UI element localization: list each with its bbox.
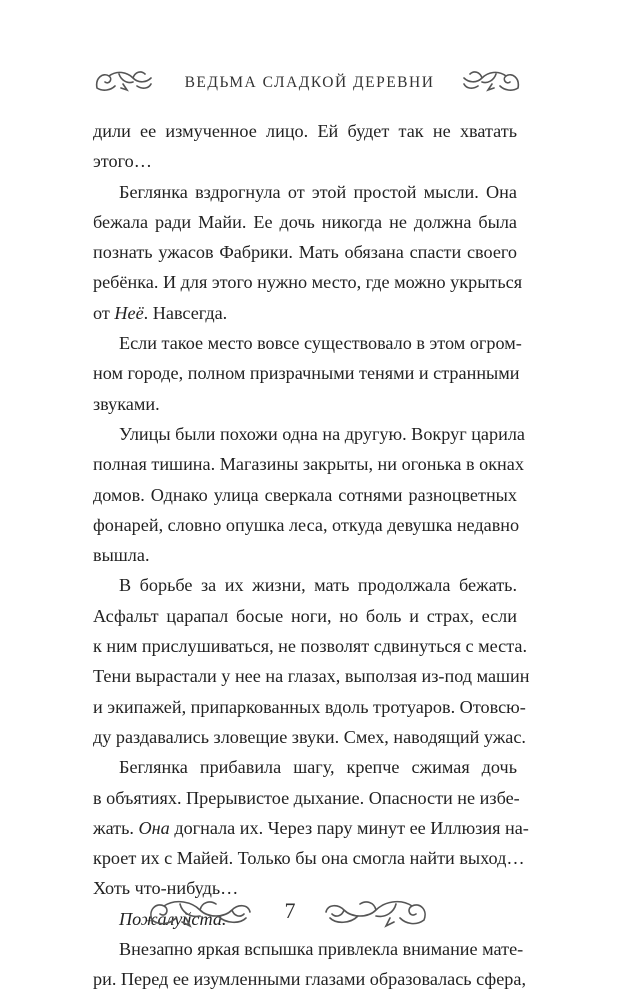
text-line: Улицы были похожи одна на другую. Вокруг царила (119, 423, 525, 444)
emphasis-she: Она (138, 817, 170, 838)
page-footer (0, 890, 619, 940)
swirl-ornament-icon (320, 896, 430, 930)
text-line: полная тишина. Магазины закрыты, ни огонька в окнах (93, 454, 524, 475)
text-line: кроет их с Майей. Только бы она смогла найти выход… (93, 848, 525, 869)
text-line: познать ужасов Фабрики. Мать обязана спасти своего (93, 242, 517, 263)
text-line: Внезапно яркая вспышка привлекла внимание мате- (119, 939, 524, 960)
text-line (93, 298, 517, 328)
text-line: Асфальт царапал босые ноги, но боль и страх, если (93, 605, 517, 626)
text-line: фонарей, словно опушка леса, откуда девушка недавно (93, 514, 520, 535)
text-segment: догнала их. Через пару минут ее Иллюзия на- (169, 817, 529, 838)
emphasis-please: Пожалуйста. (119, 908, 227, 929)
text-line: в объятиях. Прерывистое дыхание. Опасности не избе- (93, 787, 520, 808)
text-line: Тени вырастали у нее на глазах, выползая из-под машин (93, 666, 530, 687)
text-line: домов. Однако улица сверкала сотнями разноцветных (93, 484, 517, 505)
text-line: этого… (93, 151, 152, 172)
swirl-ornament-icon (146, 896, 256, 930)
text-line: звуками. (93, 393, 160, 414)
text-line: дили ее измученное лицо. Ей будет так не хватать (93, 121, 517, 141)
text-line: Хоть что-нибудь… (93, 878, 239, 899)
text-segment: от (93, 302, 115, 323)
text-line: ном городе, полном призрачными тенями и странными (93, 363, 520, 384)
emphasis-her: Неё (114, 302, 144, 323)
text-line (93, 813, 529, 843)
text-line: В борьбе за их жизни, мать продолжала бежать. (119, 575, 517, 596)
swirl-ornament-icon (460, 66, 522, 96)
page-number: 7 (284, 898, 296, 923)
book-title: ВЕДЬМА СЛАДКОЙ ДЕРЕВНИ (184, 74, 435, 91)
text-line: вышла. (93, 545, 150, 566)
text-line: Беглянка вздрогнула от этой простой мысли. Она (119, 181, 517, 202)
text-segment: жать. (93, 817, 139, 838)
swirl-ornament-icon (93, 66, 155, 96)
text-line: бежала ради Майи. Ее дочь никогда не должна была (93, 211, 517, 232)
text-line: ребёнка. И для этого нужно место, где можно укрыться (93, 272, 523, 293)
text-line: ду раздавались зловещие звуки. Смех, наводящий ужас. (93, 726, 526, 747)
text-line: Беглянка прибавила шагу, крепче сжимая дочь (119, 757, 517, 778)
text-segment: . Навсегда. (143, 302, 228, 323)
running-header (0, 62, 619, 102)
text-line: к ним прислушиваться, не позволят сдвинуться с места. (93, 636, 528, 657)
text-line: Если такое место вовсе существовало в этом огром- (119, 333, 522, 354)
text-line: и экипажей, припаркованных вдоль тротуаров. Отовсю- (93, 696, 526, 717)
text-line: ри. Перед ее изумленными глазами образовалась сфера, (93, 969, 526, 990)
page-body (93, 116, 530, 995)
